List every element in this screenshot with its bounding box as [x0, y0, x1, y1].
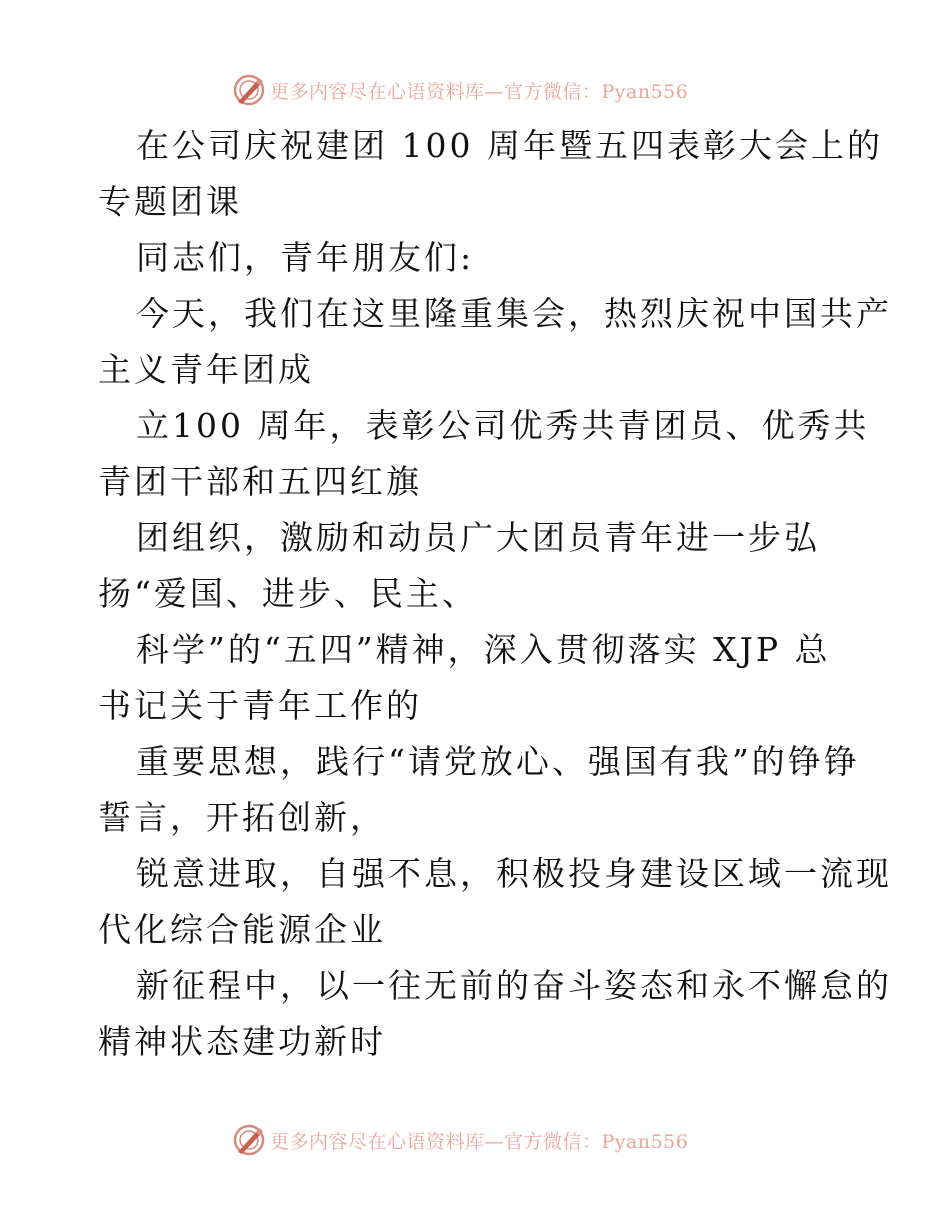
paragraph-line: 精神状态建功新时	[98, 1022, 386, 1061]
paragraph-line: 青团干部和五四红旗	[98, 462, 422, 501]
paragraph-line: 扬“爱国、进步、民主、	[98, 574, 478, 613]
pen-in-circle-icon	[232, 1123, 266, 1157]
paragraph-line: 誓言，开拓创新，	[98, 798, 386, 837]
document-body	[98, 118, 892, 1070]
paragraph-line: 立100 周年，表彰公司优秀共青团员、优秀共	[136, 406, 870, 445]
paragraph-line: 今天，我们在这里隆重集会，热烈庆祝中国共产	[136, 294, 892, 333]
watermark-text: 更多内容尽在心语资料库—官方微信：Pyan556	[270, 80, 689, 103]
paragraph-line: 团组织，激励和动员广大团员青年进一步弘	[136, 518, 820, 557]
watermark-text: 更多内容尽在心语资料库—官方微信：Pyan556	[270, 1130, 689, 1153]
title-line-2: 专题团课	[98, 182, 242, 221]
paragraph-line: 代化综合能源企业	[98, 910, 386, 949]
paragraph-line: 主义青年团成	[98, 350, 314, 389]
title-line-1: 在公司庆祝建团 100 周年暨五四表彰大会上的	[136, 126, 883, 165]
footer-watermark	[232, 1120, 688, 1160]
pen-in-circle-icon	[232, 73, 266, 107]
paragraph-line: 科学”的“五四”精神，深入贯彻落实 XJP 总	[136, 630, 831, 669]
paragraph-line: 锐意进取，自强不息，积极投身建设区域一流现	[136, 854, 892, 893]
salutation-line: 同志们，青年朋友们:	[136, 238, 475, 277]
paragraph-line: 书记关于青年工作的	[98, 686, 422, 725]
paragraph-line: 新征程中，以一往无前的奋斗姿态和永不懈怠的	[136, 966, 892, 1005]
paragraph-line: 重要思想，践行“请党放心、强国有我”的铮铮	[136, 742, 860, 781]
header-watermark	[232, 70, 688, 110]
